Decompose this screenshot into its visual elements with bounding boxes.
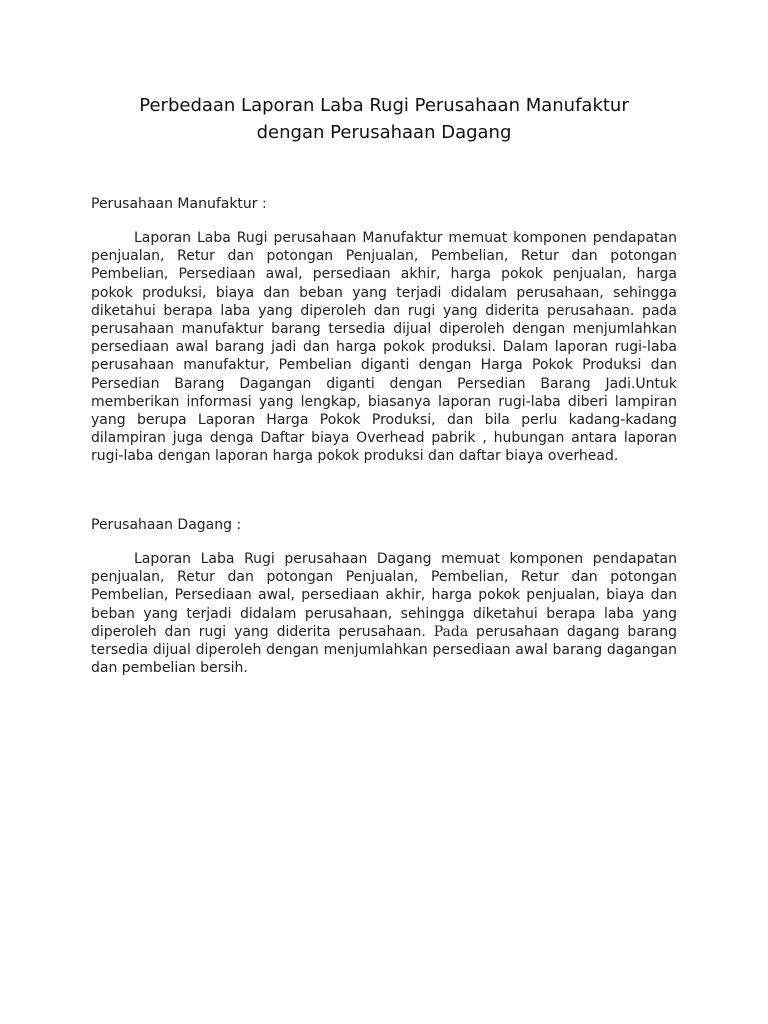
section-heading-manufaktur: Perusahaan Manufaktur : [91, 196, 267, 212]
section-paragraph-manufaktur: Laporan Laba Rugi perusahaan Manufaktur memuat komponen pendapatan penjualan, Retur dan potongan Penjualan, Pembelian, Retur dan potongan Pembelian, Persediaan awal, persediaan akhir, harga pokok penjualan, harga pokok produksi, biaya dan beban yang terjadi didalam perusahaan, sehingga diketahui berapa laba yang diperoleh dan rugi yang diderita perusahaan. pada perusahaan manufaktur barang tersedia dijual diperoleh dengan menjumlahkan persediaan awal barang jadi dan harga pokok produksi. Dalam laporan rugi-laba perusahaan manufaktur, Pembelian diganti dengan Harga Pokok Produksi dan Persedian Barang Dagangan diganti dengan Persedian Barang Jadi.Untuk memberikan informasi yang lengkap, biasanya laporan rugi-laba diberi lampiran yang berupa Laporan Harga Pokok Produksi, dan bila perlu kadang-kadang dilampiran juga denga Daftar biaya Overhead pabrik , hubungan antara laporan rugi-laba dengan laporan harga pokok produksi dan daftar biaya overhead. [91, 230, 677, 465]
paragraph-text-start: Laporan Laba Rugi perusahaan Dagang memuat komponen pendapatan penjualan, Retur dan potongan Penjualan, Pembelian, Retur dan potongan Pembelian, Persediaan awal, persediaan akhir, harga pokok penjualan, biaya dan beban yang terjadi didalam perusahaan, sehingga diketahui berapa laba yang diperoleh dan rugi yang diderita perusahaan. [91, 551, 677, 640]
title-line-2: dengan Perusahaan Dagang [256, 122, 512, 143]
title-line-1: Perbedaan Laporan Laba Rugi Perusahaan Manufaktur [139, 95, 629, 116]
paragraph-text-end: perusahaan dagang barang tersedia dijual diperoleh dengan menjumlahkan persediaan awal barang dagangan dan pembelian bersih. [91, 623, 677, 677]
section-heading-dagang: Perusahaan Dagang : [91, 517, 242, 533]
document-title [80, 92, 688, 146]
paragraph-serif-word: Pada [433, 623, 469, 640]
section-paragraph-dagang [91, 550, 677, 677]
